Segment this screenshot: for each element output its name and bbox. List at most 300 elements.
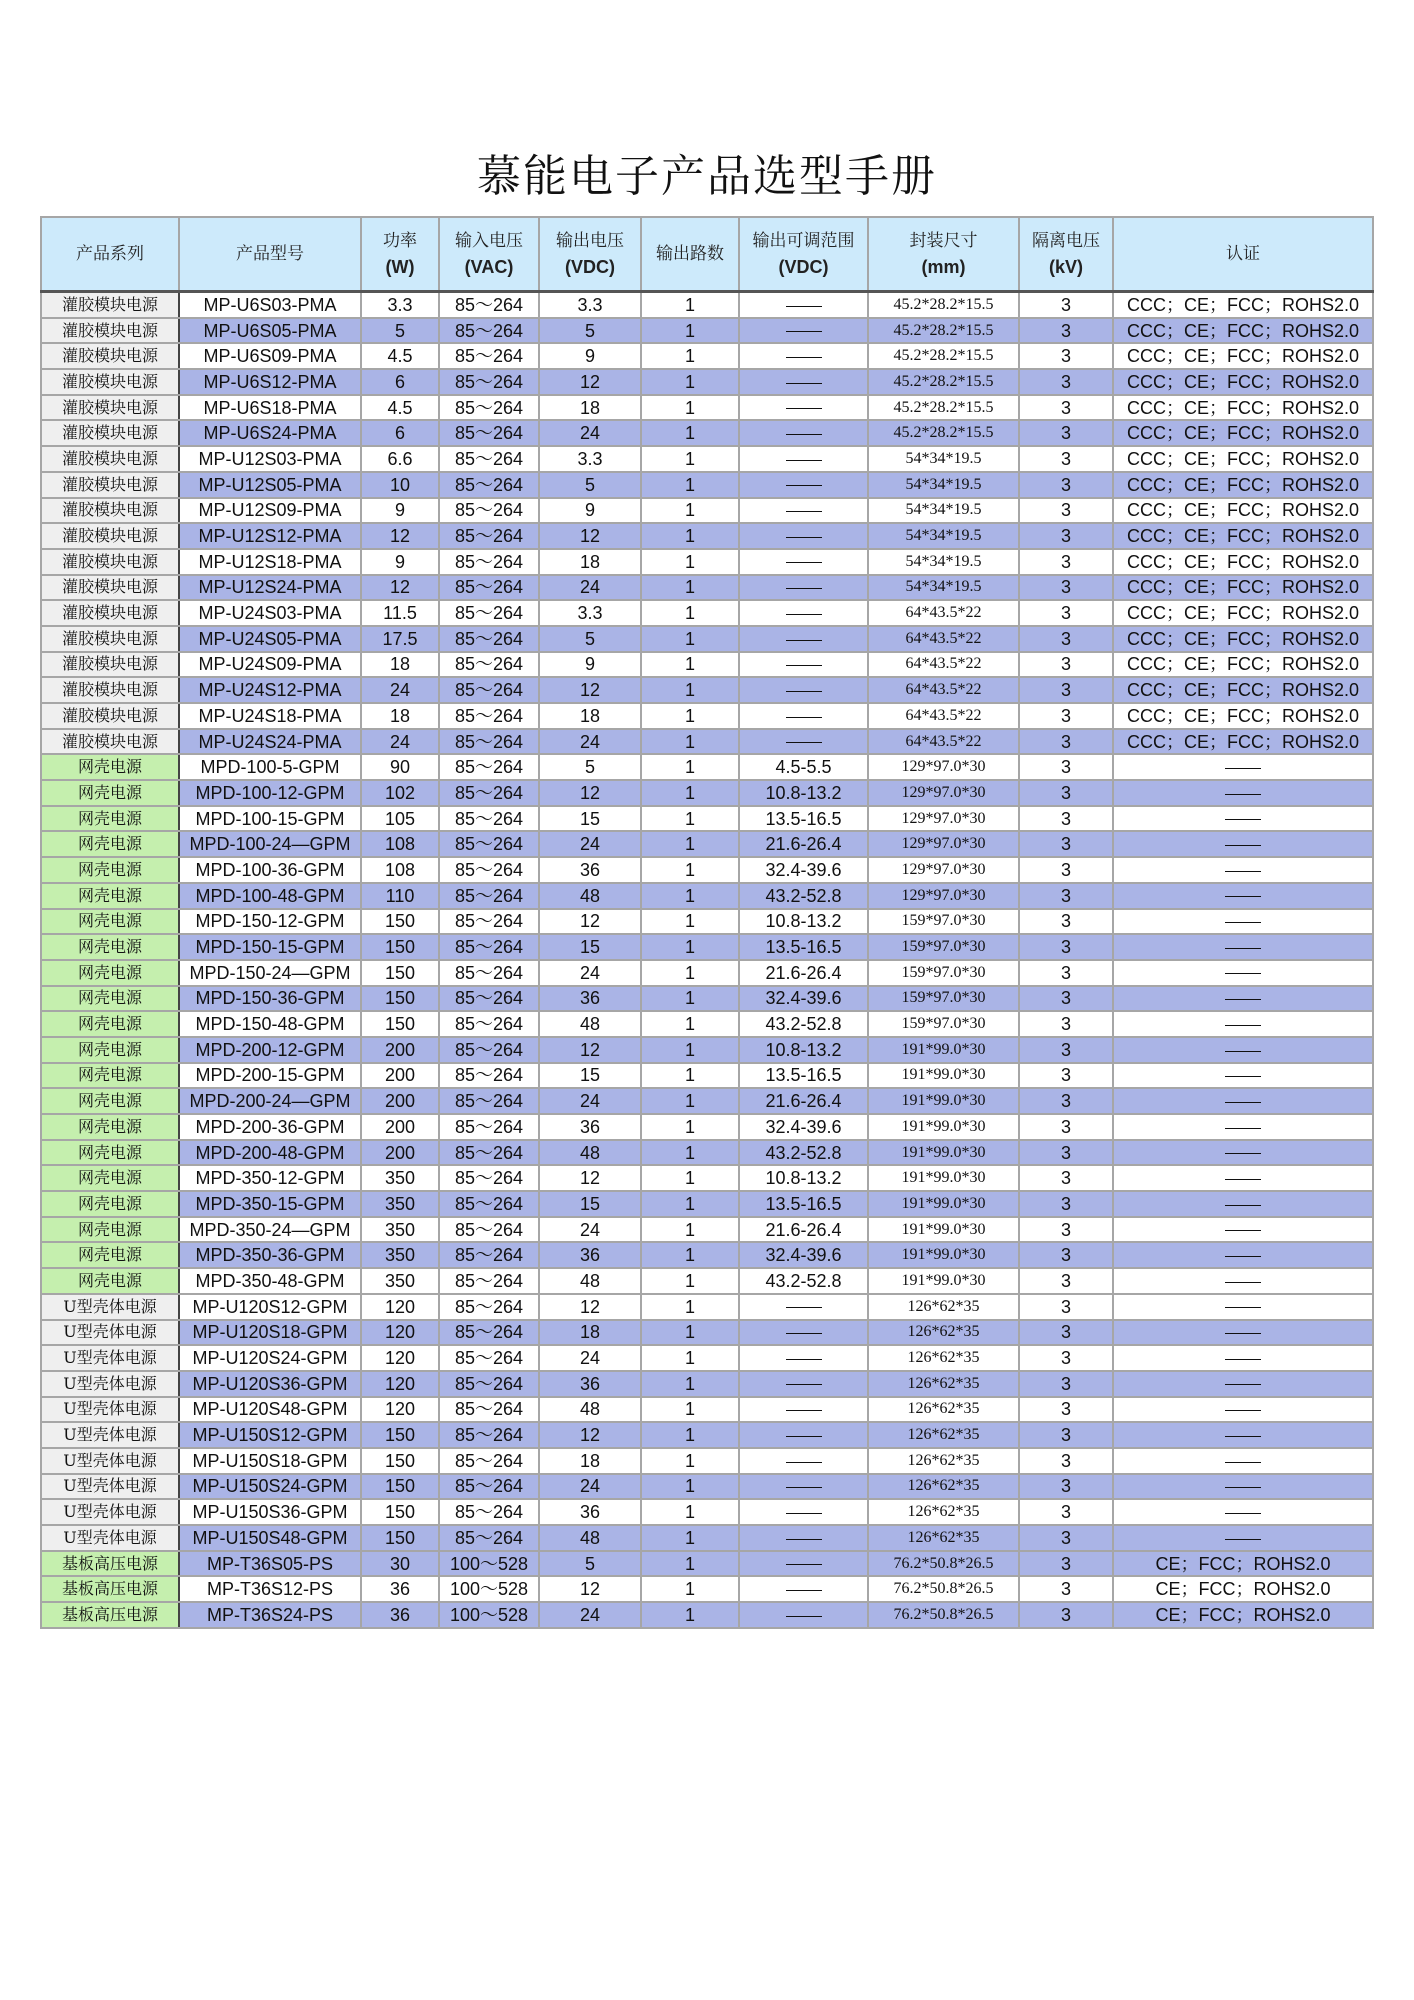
cell-isolation-voltage: 3 bbox=[1019, 1242, 1113, 1268]
cell-input-voltage: 85～264 bbox=[439, 1268, 539, 1294]
cell-output-channels: 1 bbox=[641, 498, 739, 524]
dash-placeholder bbox=[786, 614, 822, 615]
cell-product-series: 灌胶模块电源 bbox=[41, 498, 179, 524]
cell-certification: CCC；CE；FCC；ROHS2.0 bbox=[1113, 523, 1373, 549]
cell-input-voltage: 85～264 bbox=[439, 1320, 539, 1346]
header-power: 功率 (W) bbox=[361, 217, 439, 292]
cell-output-voltage: 24 bbox=[539, 831, 641, 857]
cell-isolation-voltage: 3 bbox=[1019, 1011, 1113, 1037]
cell-certification bbox=[1113, 1242, 1373, 1268]
cell-output-channels: 1 bbox=[641, 909, 739, 935]
dash-placeholder bbox=[786, 485, 822, 486]
cell-model: MPD-100-48-GPM bbox=[179, 883, 361, 909]
cell-output-voltage: 12 bbox=[539, 523, 641, 549]
dash-placeholder bbox=[1225, 845, 1261, 846]
cell-output-channels: 1 bbox=[641, 420, 739, 446]
cell-model: MP-U120S18-GPM bbox=[179, 1320, 361, 1346]
cell-product-series: 网壳电源 bbox=[41, 1165, 179, 1191]
dash-placeholder bbox=[1225, 1539, 1261, 1540]
dash-placeholder bbox=[786, 588, 822, 589]
cell-package-size: 54*34*19.5 bbox=[868, 472, 1019, 498]
cell-adjust-range bbox=[739, 575, 868, 601]
cell-isolation-voltage: 3 bbox=[1019, 1345, 1113, 1371]
cell-certification bbox=[1113, 1397, 1373, 1423]
cell-power: 9 bbox=[361, 498, 439, 524]
cell-input-voltage: 85～264 bbox=[439, 1499, 539, 1525]
page-title: 慕能电子产品选型手册 bbox=[477, 151, 937, 202]
cell-model: MPD-150-48-GPM bbox=[179, 1011, 361, 1037]
cell-power: 90 bbox=[361, 754, 439, 780]
cell-model: MP-U6S24-PMA bbox=[179, 420, 361, 446]
cell-adjust-range bbox=[739, 1499, 868, 1525]
cell-output-voltage: 5 bbox=[539, 472, 641, 498]
dash-placeholder bbox=[1225, 1513, 1261, 1514]
cell-output-channels: 1 bbox=[641, 1165, 739, 1191]
cell-package-size: 45.2*28.2*15.5 bbox=[868, 369, 1019, 395]
cell-adjust-range: 13.5-16.5 bbox=[739, 806, 868, 832]
dash-placeholder bbox=[1225, 1153, 1261, 1154]
cell-output-channels: 1 bbox=[641, 1063, 739, 1089]
cell-package-size: 126*62*35 bbox=[868, 1474, 1019, 1500]
cell-product-series: 网壳电源 bbox=[41, 780, 179, 806]
cell-output-channels: 1 bbox=[641, 1422, 739, 1448]
dash-placeholder bbox=[1225, 1051, 1261, 1052]
cell-output-voltage: 48 bbox=[539, 1268, 641, 1294]
cell-output-voltage: 5 bbox=[539, 754, 641, 780]
cell-certification bbox=[1113, 806, 1373, 832]
dash-placeholder bbox=[1225, 1205, 1261, 1206]
cell-power: 9 bbox=[361, 549, 439, 575]
table-row bbox=[41, 1011, 1373, 1037]
cell-input-voltage: 85～264 bbox=[439, 986, 539, 1012]
cell-power: 150 bbox=[361, 1474, 439, 1500]
cell-input-voltage: 85～264 bbox=[439, 1422, 539, 1448]
cell-model: MP-U6S03-PMA bbox=[179, 292, 361, 318]
cell-output-channels: 1 bbox=[641, 343, 739, 369]
dash-placeholder bbox=[786, 1307, 822, 1308]
cell-isolation-voltage: 3 bbox=[1019, 857, 1113, 883]
cell-power: 5 bbox=[361, 318, 439, 344]
cell-power: 18 bbox=[361, 652, 439, 678]
cell-model: MPD-200-15-GPM bbox=[179, 1063, 361, 1089]
cell-model: MP-U150S24-GPM bbox=[179, 1474, 361, 1500]
dash-placeholder bbox=[1225, 1230, 1261, 1231]
cell-adjust-range: 21.6-26.4 bbox=[739, 1217, 868, 1243]
cell-package-size: 54*34*19.5 bbox=[868, 446, 1019, 472]
cell-product-series: 灌胶模块电源 bbox=[41, 626, 179, 652]
cell-model: MPD-150-24—GPM bbox=[179, 960, 361, 986]
cell-model: MP-U24S03-PMA bbox=[179, 600, 361, 626]
cell-output-voltage: 24 bbox=[539, 729, 641, 755]
cell-output-voltage: 15 bbox=[539, 1191, 641, 1217]
cell-package-size: 64*43.5*22 bbox=[868, 703, 1019, 729]
cell-certification bbox=[1113, 1294, 1373, 1320]
cell-certification bbox=[1113, 1422, 1373, 1448]
cell-input-voltage: 85～264 bbox=[439, 318, 539, 344]
cell-isolation-voltage: 3 bbox=[1019, 1037, 1113, 1063]
cell-package-size: 45.2*28.2*15.5 bbox=[868, 395, 1019, 421]
cell-product-series: 灌胶模块电源 bbox=[41, 600, 179, 626]
dash-placeholder bbox=[1225, 1487, 1261, 1488]
cell-product-series: 网壳电源 bbox=[41, 909, 179, 935]
table-row bbox=[41, 1217, 1373, 1243]
cell-input-voltage: 85～264 bbox=[439, 754, 539, 780]
cell-input-voltage: 85～264 bbox=[439, 1371, 539, 1397]
cell-isolation-voltage: 3 bbox=[1019, 472, 1113, 498]
cell-product-series: U型壳体电源 bbox=[41, 1499, 179, 1525]
cell-output-channels: 1 bbox=[641, 1345, 739, 1371]
cell-input-voltage: 85～264 bbox=[439, 960, 539, 986]
cell-input-voltage: 85～264 bbox=[439, 1397, 539, 1423]
cell-power: 150 bbox=[361, 1525, 439, 1551]
cell-certification bbox=[1113, 909, 1373, 935]
cell-model: MP-U12S12-PMA bbox=[179, 523, 361, 549]
cell-certification: CCC；CE；FCC；ROHS2.0 bbox=[1113, 292, 1373, 318]
cell-model: MP-U150S36-GPM bbox=[179, 1499, 361, 1525]
cell-product-series: 网壳电源 bbox=[41, 1063, 179, 1089]
cell-model: MP-U12S09-PMA bbox=[179, 498, 361, 524]
cell-package-size: 126*62*35 bbox=[868, 1294, 1019, 1320]
cell-model: MP-U12S03-PMA bbox=[179, 446, 361, 472]
cell-model: MPD-150-15-GPM bbox=[179, 934, 361, 960]
cell-package-size: 76.2*50.8*26.5 bbox=[868, 1602, 1019, 1628]
cell-package-size: 126*62*35 bbox=[868, 1345, 1019, 1371]
product-selection-table bbox=[40, 216, 1374, 1629]
cell-certification bbox=[1113, 960, 1373, 986]
cell-adjust-range: 21.6-26.4 bbox=[739, 1088, 868, 1114]
cell-output-voltage: 15 bbox=[539, 934, 641, 960]
table-row bbox=[41, 652, 1373, 678]
dash-placeholder bbox=[786, 434, 822, 435]
cell-adjust-range bbox=[739, 1371, 868, 1397]
dash-placeholder bbox=[786, 665, 822, 666]
cell-power: 200 bbox=[361, 1088, 439, 1114]
cell-certification bbox=[1113, 1371, 1373, 1397]
cell-model: MPD-100-24—GPM bbox=[179, 831, 361, 857]
cell-isolation-voltage: 3 bbox=[1019, 883, 1113, 909]
cell-certification bbox=[1113, 857, 1373, 883]
cell-product-series: 网壳电源 bbox=[41, 1088, 179, 1114]
cell-output-voltage: 12 bbox=[539, 1576, 641, 1602]
cell-product-series: U型壳体电源 bbox=[41, 1294, 179, 1320]
cell-isolation-voltage: 3 bbox=[1019, 986, 1113, 1012]
dash-placeholder bbox=[786, 562, 822, 563]
cell-package-size: 159*97.0*30 bbox=[868, 1011, 1019, 1037]
cell-output-channels: 1 bbox=[641, 754, 739, 780]
cell-product-series: U型壳体电源 bbox=[41, 1320, 179, 1346]
cell-certification: CCC；CE；FCC；ROHS2.0 bbox=[1113, 703, 1373, 729]
cell-package-size: 129*97.0*30 bbox=[868, 780, 1019, 806]
table-row bbox=[41, 986, 1373, 1012]
cell-package-size: 159*97.0*30 bbox=[868, 986, 1019, 1012]
table-row bbox=[41, 1397, 1373, 1423]
cell-package-size: 129*97.0*30 bbox=[868, 831, 1019, 857]
cell-package-size: 126*62*35 bbox=[868, 1320, 1019, 1346]
cell-adjust-range: 43.2-52.8 bbox=[739, 883, 868, 909]
cell-output-voltage: 12 bbox=[539, 1165, 641, 1191]
table-row bbox=[41, 1371, 1373, 1397]
cell-product-series: U型壳体电源 bbox=[41, 1345, 179, 1371]
cell-output-channels: 1 bbox=[641, 934, 739, 960]
cell-output-voltage: 36 bbox=[539, 1242, 641, 1268]
cell-output-voltage: 5 bbox=[539, 626, 641, 652]
cell-package-size: 159*97.0*30 bbox=[868, 960, 1019, 986]
dash-placeholder bbox=[1225, 871, 1261, 872]
table-row bbox=[41, 1268, 1373, 1294]
cell-output-channels: 1 bbox=[641, 831, 739, 857]
dash-placeholder bbox=[1225, 1384, 1261, 1385]
cell-model: MP-T36S24-PS bbox=[179, 1602, 361, 1628]
cell-adjust-range: 10.8-13.2 bbox=[739, 1165, 868, 1191]
cell-certification bbox=[1113, 831, 1373, 857]
cell-input-voltage: 85～264 bbox=[439, 1345, 539, 1371]
cell-isolation-voltage: 3 bbox=[1019, 1140, 1113, 1166]
cell-adjust-range bbox=[739, 498, 868, 524]
table-row bbox=[41, 831, 1373, 857]
cell-certification: CCC；CE；FCC；ROHS2.0 bbox=[1113, 420, 1373, 446]
cell-isolation-voltage: 3 bbox=[1019, 626, 1113, 652]
table-row bbox=[41, 472, 1373, 498]
cell-adjust-range bbox=[739, 652, 868, 678]
cell-model: MPD-150-12-GPM bbox=[179, 909, 361, 935]
cell-product-series: 基板高压电源 bbox=[41, 1551, 179, 1577]
table-row bbox=[41, 292, 1373, 318]
dash-placeholder bbox=[1225, 1102, 1261, 1103]
cell-certification: CCC；CE；FCC；ROHS2.0 bbox=[1113, 446, 1373, 472]
cell-package-size: 191*99.0*30 bbox=[868, 1114, 1019, 1140]
cell-output-channels: 1 bbox=[641, 1037, 739, 1063]
cell-output-voltage: 12 bbox=[539, 1422, 641, 1448]
cell-isolation-voltage: 3 bbox=[1019, 1268, 1113, 1294]
cell-adjust-range: 21.6-26.4 bbox=[739, 960, 868, 986]
cell-output-voltage: 9 bbox=[539, 652, 641, 678]
cell-output-voltage: 5 bbox=[539, 1551, 641, 1577]
cell-output-voltage: 48 bbox=[539, 1011, 641, 1037]
table-row bbox=[41, 1320, 1373, 1346]
cell-package-size: 129*97.0*30 bbox=[868, 754, 1019, 780]
cell-input-voltage: 85～264 bbox=[439, 498, 539, 524]
header-input-voltage: 输入电压 (VAC) bbox=[439, 217, 539, 292]
cell-adjust-range bbox=[739, 446, 868, 472]
cell-model: MPD-150-36-GPM bbox=[179, 986, 361, 1012]
cell-input-voltage: 85～264 bbox=[439, 831, 539, 857]
table-row bbox=[41, 677, 1373, 703]
cell-isolation-voltage: 3 bbox=[1019, 1499, 1113, 1525]
cell-output-channels: 1 bbox=[641, 986, 739, 1012]
table-row bbox=[41, 549, 1373, 575]
cell-model: MP-U24S05-PMA bbox=[179, 626, 361, 652]
cell-certification: CCC；CE；FCC；ROHS2.0 bbox=[1113, 549, 1373, 575]
table-row bbox=[41, 1242, 1373, 1268]
header-model: 产品型号 bbox=[179, 217, 361, 292]
cell-power: 24 bbox=[361, 729, 439, 755]
cell-input-voltage: 85～264 bbox=[439, 1063, 539, 1089]
cell-power: 350 bbox=[361, 1165, 439, 1191]
cell-adjust-range bbox=[739, 420, 868, 446]
cell-input-voltage: 85～264 bbox=[439, 1114, 539, 1140]
cell-isolation-voltage: 3 bbox=[1019, 1320, 1113, 1346]
cell-product-series: U型壳体电源 bbox=[41, 1525, 179, 1551]
cell-adjust-range: 13.5-16.5 bbox=[739, 934, 868, 960]
table-row bbox=[41, 1063, 1373, 1089]
cell-model: MPD-350-48-GPM bbox=[179, 1268, 361, 1294]
cell-product-series: 灌胶模块电源 bbox=[41, 318, 179, 344]
cell-product-series: U型壳体电源 bbox=[41, 1422, 179, 1448]
cell-package-size: 64*43.5*22 bbox=[868, 729, 1019, 755]
cell-output-channels: 1 bbox=[641, 652, 739, 678]
dash-placeholder bbox=[1225, 922, 1261, 923]
cell-product-series: 灌胶模块电源 bbox=[41, 446, 179, 472]
table-row bbox=[41, 1551, 1373, 1577]
cell-input-voltage: 85～264 bbox=[439, 395, 539, 421]
cell-product-series: U型壳体电源 bbox=[41, 1448, 179, 1474]
cell-product-series: 网壳电源 bbox=[41, 1191, 179, 1217]
table-row bbox=[41, 1602, 1373, 1628]
cell-output-voltage: 48 bbox=[539, 1140, 641, 1166]
header-output-voltage: 输出电压 (VDC) bbox=[539, 217, 641, 292]
dash-placeholder bbox=[786, 742, 822, 743]
cell-adjust-range bbox=[739, 472, 868, 498]
cell-model: MP-U6S18-PMA bbox=[179, 395, 361, 421]
cell-package-size: 129*97.0*30 bbox=[868, 883, 1019, 909]
cell-product-series: 网壳电源 bbox=[41, 806, 179, 832]
dash-placeholder bbox=[786, 408, 822, 409]
cell-product-series: 灌胶模块电源 bbox=[41, 523, 179, 549]
cell-isolation-voltage: 3 bbox=[1019, 1165, 1113, 1191]
cell-power: 200 bbox=[361, 1063, 439, 1089]
table-row bbox=[41, 806, 1373, 832]
cell-model: MPD-100-5-GPM bbox=[179, 754, 361, 780]
cell-package-size: 64*43.5*22 bbox=[868, 626, 1019, 652]
cell-certification: CCC；CE；FCC；ROHS2.0 bbox=[1113, 729, 1373, 755]
cell-isolation-voltage: 3 bbox=[1019, 703, 1113, 729]
cell-product-series: 灌胶模块电源 bbox=[41, 677, 179, 703]
cell-adjust-range bbox=[739, 549, 868, 575]
cell-package-size: 126*62*35 bbox=[868, 1499, 1019, 1525]
cell-certification bbox=[1113, 1037, 1373, 1063]
cell-output-voltage: 48 bbox=[539, 1397, 641, 1423]
cell-power: 200 bbox=[361, 1140, 439, 1166]
table-row bbox=[41, 1088, 1373, 1114]
cell-isolation-voltage: 3 bbox=[1019, 831, 1113, 857]
dash-placeholder bbox=[786, 511, 822, 512]
cell-model: MPD-350-24—GPM bbox=[179, 1217, 361, 1243]
cell-output-voltage: 18 bbox=[539, 1320, 641, 1346]
cell-power: 150 bbox=[361, 960, 439, 986]
dash-placeholder bbox=[786, 1359, 822, 1360]
cell-model: MP-U24S18-PMA bbox=[179, 703, 361, 729]
cell-isolation-voltage: 3 bbox=[1019, 780, 1113, 806]
cell-package-size: 126*62*35 bbox=[868, 1525, 1019, 1551]
cell-output-channels: 1 bbox=[641, 549, 739, 575]
cell-model: MP-U150S48-GPM bbox=[179, 1525, 361, 1551]
cell-model: MP-U120S24-GPM bbox=[179, 1345, 361, 1371]
cell-isolation-voltage: 3 bbox=[1019, 292, 1113, 318]
cell-power: 150 bbox=[361, 1448, 439, 1474]
cell-certification: CE；FCC；ROHS2.0 bbox=[1113, 1602, 1373, 1628]
cell-output-channels: 1 bbox=[641, 1140, 739, 1166]
cell-adjust-range: 43.2-52.8 bbox=[739, 1140, 868, 1166]
cell-package-size: 45.2*28.2*15.5 bbox=[868, 318, 1019, 344]
cell-product-series: 灌胶模块电源 bbox=[41, 549, 179, 575]
cell-input-voltage: 85～264 bbox=[439, 857, 539, 883]
cell-model: MP-U24S09-PMA bbox=[179, 652, 361, 678]
cell-certification: CCC；CE；FCC；ROHS2.0 bbox=[1113, 600, 1373, 626]
cell-output-voltage: 12 bbox=[539, 369, 641, 395]
cell-package-size: 54*34*19.5 bbox=[868, 523, 1019, 549]
cell-power: 110 bbox=[361, 883, 439, 909]
cell-output-voltage: 36 bbox=[539, 1499, 641, 1525]
cell-output-voltage: 24 bbox=[539, 960, 641, 986]
cell-model: MP-U120S36-GPM bbox=[179, 1371, 361, 1397]
cell-input-voltage: 85～264 bbox=[439, 883, 539, 909]
table-row bbox=[41, 420, 1373, 446]
cell-isolation-voltage: 3 bbox=[1019, 523, 1113, 549]
cell-output-channels: 1 bbox=[641, 1525, 739, 1551]
cell-isolation-voltage: 3 bbox=[1019, 754, 1113, 780]
cell-output-channels: 1 bbox=[641, 1217, 739, 1243]
cell-isolation-voltage: 3 bbox=[1019, 575, 1113, 601]
table-row bbox=[41, 1191, 1373, 1217]
cell-power: 30 bbox=[361, 1551, 439, 1577]
cell-adjust-range bbox=[739, 1551, 868, 1577]
cell-package-size: 191*99.0*30 bbox=[868, 1037, 1019, 1063]
cell-output-voltage: 48 bbox=[539, 883, 641, 909]
cell-output-voltage: 3.3 bbox=[539, 446, 641, 472]
cell-model: MP-U6S12-PMA bbox=[179, 369, 361, 395]
dash-placeholder bbox=[786, 1384, 822, 1385]
table-row bbox=[41, 729, 1373, 755]
dash-placeholder bbox=[1225, 1307, 1261, 1308]
table-row bbox=[41, 343, 1373, 369]
cell-product-series: 网壳电源 bbox=[41, 1114, 179, 1140]
cell-power: 120 bbox=[361, 1345, 439, 1371]
cell-adjust-range bbox=[739, 369, 868, 395]
cell-output-voltage: 12 bbox=[539, 909, 641, 935]
cell-certification bbox=[1113, 1165, 1373, 1191]
cell-adjust-range bbox=[739, 1474, 868, 1500]
cell-package-size: 191*99.0*30 bbox=[868, 1088, 1019, 1114]
cell-output-channels: 1 bbox=[641, 960, 739, 986]
cell-output-voltage: 24 bbox=[539, 1345, 641, 1371]
cell-isolation-voltage: 3 bbox=[1019, 600, 1113, 626]
cell-adjust-range bbox=[739, 523, 868, 549]
cell-adjust-range bbox=[739, 318, 868, 344]
cell-input-voltage: 85～264 bbox=[439, 652, 539, 678]
cell-model: MPD-100-36-GPM bbox=[179, 857, 361, 883]
dash-placeholder bbox=[1225, 1359, 1261, 1360]
cell-package-size: 54*34*19.5 bbox=[868, 549, 1019, 575]
cell-model: MPD-100-12-GPM bbox=[179, 780, 361, 806]
cell-package-size: 191*99.0*30 bbox=[868, 1242, 1019, 1268]
cell-input-voltage: 85～264 bbox=[439, 1165, 539, 1191]
cell-certification: CE；FCC；ROHS2.0 bbox=[1113, 1576, 1373, 1602]
cell-isolation-voltage: 3 bbox=[1019, 1114, 1113, 1140]
table-row bbox=[41, 1165, 1373, 1191]
dash-placeholder bbox=[1225, 1462, 1261, 1463]
cell-certification bbox=[1113, 1320, 1373, 1346]
cell-certification bbox=[1113, 934, 1373, 960]
cell-output-channels: 1 bbox=[641, 1011, 739, 1037]
cell-input-voltage: 85～264 bbox=[439, 1088, 539, 1114]
cell-isolation-voltage: 3 bbox=[1019, 1525, 1113, 1551]
cell-isolation-voltage: 3 bbox=[1019, 420, 1113, 446]
cell-input-voltage: 85～264 bbox=[439, 1011, 539, 1037]
cell-adjust-range bbox=[739, 1525, 868, 1551]
cell-output-voltage: 9 bbox=[539, 498, 641, 524]
cell-isolation-voltage: 3 bbox=[1019, 1602, 1113, 1628]
dash-placeholder bbox=[1225, 1025, 1261, 1026]
